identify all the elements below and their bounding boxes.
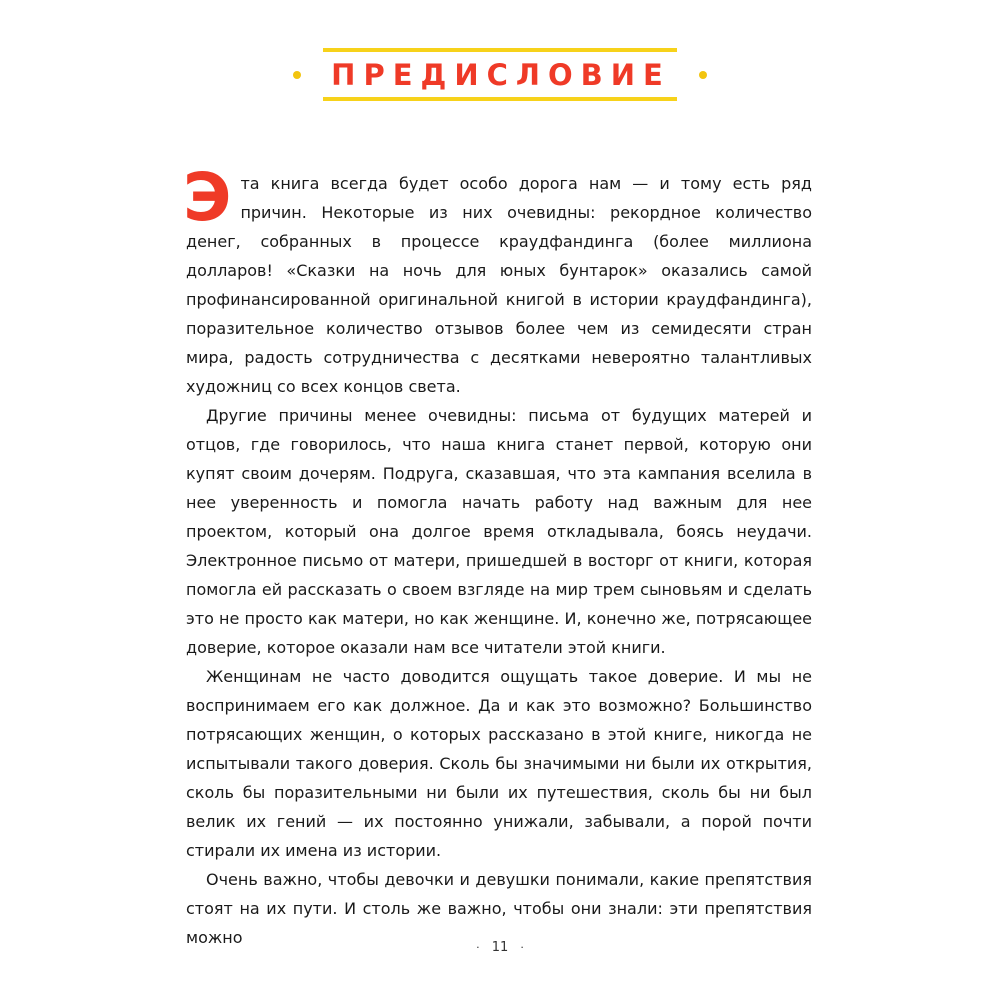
paragraph-1-text: та книга всегда будет особо дорога нам — и тому есть ряд причин. Некоторые из них очевидны: рекордное количество денег, собранных в процессе краудфандинга (более миллиона долларов! «Сказки на ночь для юных бунтарок» оказались самой профинансированной оригинальной книгой в истории краудфандинга), поразительное количество отзывов более чем из семидесяти стран мира, радость сотрудничества с десятками невероятно талантливых художниц со всех концов света. [186,174,812,396]
folio-separator-left: · [476,941,480,954]
page-number: 11 [491,940,509,955]
paragraph-4: Очень важно, чтобы девочки и девушки понимали, какие препятствия стоят на их пути. И столь же важно, чтобы они знали: эти препятствия можно [186,870,812,947]
body-text [183,159,812,952]
left-heading-dot-icon [293,71,301,79]
chapter-heading [0,48,1000,101]
paragraph-3: Женщинам не часто доводится ощущать такое доверие. И мы не воспринимаем его как должное. Да и как это возможно? Большинство потрясающих женщин, о которых рассказано в этой книге, никогда не испытывали такого доверия. Сколь бы значимыми ни были их открытия, сколь бы поразительными ни были их путешествия, сколь бы ни был велик их гений — их постоянно унижали, забывали, а порой почти стирали их имена из истории. [186,667,812,860]
heading-rule-box [323,48,677,101]
right-heading-dot-icon [699,71,707,79]
paragraph-1 [183,159,812,401]
folio-separator-right: · [520,941,524,954]
drop-cap: Э [183,159,232,236]
page-footer [0,940,1000,955]
chapter-title: ПРЕДИСЛОВИЕ [331,58,671,92]
paragraph-2: Другие причины менее очевидны: письма от будущих матерей и отцов, где говорилось, что наша книга станет первой, которую они купят своим дочерям. Подруга, сказавшая, что эта кампания вселила в нее уверенность и помогла начать работу над важным для нее проектом, который она долгое время откладывала, боясь неудачи. Электронное письмо от матери, пришедшей в восторг от книги, которая помогла ей рассказать о своем взгляде на мир трем сыновьям и сделать это не просто как матери, но как женщине. И, конечно же, потрясающее доверие, которое оказали нам все читатели этой книги. [186,406,812,657]
